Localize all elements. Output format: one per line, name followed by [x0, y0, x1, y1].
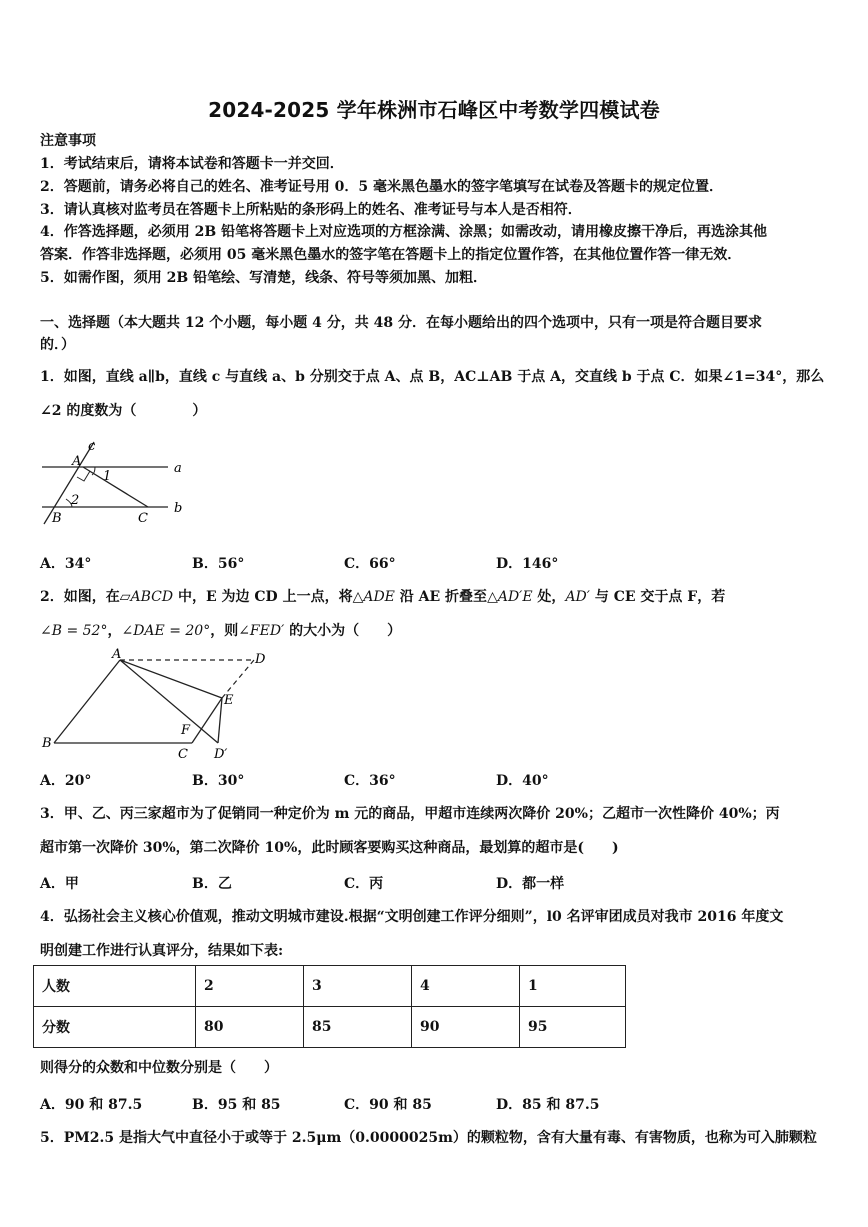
label-D: D: [255, 652, 266, 667]
option-d: D．146°: [496, 556, 559, 572]
label-B: B: [52, 511, 62, 526]
option-d: D．40°: [496, 773, 549, 789]
question-5-text: 5．PM2.5 是指大气中直径小于或等于 2.5μm（0.0000025m）的颗粒物，含有大量有毒、有害物质，也称为可入肺颗粒: [40, 1130, 817, 1146]
label-1: 1: [103, 469, 112, 484]
option-b: B．56°: [192, 556, 245, 572]
notice-item: 1．考试结束后，请将本试卷和答题卡一并交回．: [40, 156, 344, 172]
option-c: C．丙: [344, 876, 384, 892]
table-cell: 90: [412, 1007, 520, 1048]
table-cell: 95: [520, 1007, 626, 1048]
question-2-options: [40, 770, 549, 790]
notice-item: 答案．作答非选择题，必须用 05 毫米黑色墨水的签字笔在答题卡上的指定位置作答，在其他位置作答一律无效．: [40, 247, 742, 263]
question-4-text-cont: 明创建工作进行认真评分，结果如下表:: [40, 943, 284, 959]
segment-ec: [192, 698, 222, 743]
question-3-text-cont: 超市第一次降价 30%，第二次降价 10%，此时顾客要购买这种商品，最划算的超市是( ): [40, 840, 619, 856]
label-b: b: [174, 501, 183, 516]
question-4-text: 4．弘扬社会主义核心价值观，推动文明城市建设.根据“文明创建工作评分细则”，l0 名评审团成员对我市 2016 年度文: [40, 909, 784, 925]
question-4-prompt: 则得分的众数和中位数分别是（ ）: [40, 1060, 278, 1076]
option-b: B．95 和 85: [192, 1097, 281, 1113]
table-cell: 85: [304, 1007, 412, 1048]
section-heading: 一、选择题（本大题共 12 个小题，每小题 4 分，共 48 分．在每小题给出的四个选项中，只有一项是符合题目要求: [40, 315, 762, 331]
question-2-figure: [36, 646, 276, 764]
option-a: A．20°: [40, 773, 92, 789]
table-cell: 4: [412, 966, 520, 1007]
section-heading-cont: 的．）: [40, 337, 75, 353]
score-table: [33, 965, 626, 1048]
question-3-options: [40, 873, 564, 893]
label-a: a: [174, 461, 182, 476]
table-cell: 2: [196, 966, 304, 1007]
label-A: A: [72, 454, 82, 469]
table-cell: 1: [520, 966, 626, 1007]
question-4-options: [40, 1094, 599, 1114]
segment-ac: [83, 467, 148, 507]
notice-heading: 注意事项: [40, 133, 96, 149]
question-2-text-cont: ∠B = 52°，∠DAE = 20°，则∠FED′ 的大小为（ ）: [40, 623, 402, 639]
label-A: A: [112, 647, 122, 662]
label-F: F: [181, 723, 191, 738]
table-cell: 3: [304, 966, 412, 1007]
option-d: D．85 和 87.5: [496, 1097, 600, 1113]
option-b: B．乙: [192, 876, 232, 892]
label-C: C: [138, 511, 148, 526]
segment-ad-prime: [120, 660, 218, 743]
question-1-text: 1．如图，直线 a∥b，直线 c 与直线 a、b 分别交于点 A、点 B，AC⊥AB 于点 A，交直线 b 于点 C．如果∠1=34°，那么: [40, 369, 825, 385]
option-c: C．66°: [344, 556, 396, 572]
notice-item: 2．答题前，请务必将自己的姓名、准考证号用 0．5 毫米黑色墨水的签字笔填写在试卷及答题卡的规定位置．: [40, 179, 723, 195]
question-1-figure: [38, 432, 198, 532]
question-3-text: 3．甲、乙、丙三家超市为了促销同一种定价为 m 元的商品，甲超市连续两次降价 20%；乙超市一次性降价 40%；丙: [40, 806, 780, 822]
notice-item: 3．请认真核对监考员在答题卡上所粘贴的条形码上的姓名、准考证号与本人是否相符．: [40, 202, 582, 218]
label-D-prime: D′: [214, 747, 228, 762]
question-1-text-cont: ∠2 的度数为（ ）: [40, 403, 207, 419]
page-title: 2024-2025 学年株洲市石峰区中考数学四模试卷: [208, 98, 660, 122]
table-cell: 80: [196, 1007, 304, 1048]
table-row: [34, 966, 626, 1007]
segment-ae: [120, 660, 222, 698]
table-cell: 人数: [34, 966, 196, 1007]
option-a: A．34°: [40, 556, 92, 572]
side-ab: [54, 660, 120, 743]
notice-item: 4．作答选择题，必须用 2B 铅笔将答题卡上对应选项的方框涂满、涂黑；如需改动，请用橡皮擦干净后，再选涂其他: [40, 224, 768, 240]
label-E: E: [224, 693, 234, 708]
label-c: c: [88, 439, 96, 454]
option-a: A．甲: [40, 876, 79, 892]
option-c: C．90 和 85: [344, 1097, 432, 1113]
label-2: 2: [71, 493, 80, 508]
segment-ed-prime: [218, 698, 222, 743]
table-row: [34, 1007, 626, 1048]
question-1-options: [40, 553, 558, 573]
option-b: B．30°: [192, 773, 245, 789]
table-cell: 分数: [34, 1007, 196, 1048]
question-2-text: 2．如图，在▱ABCD 中，E 为边 CD 上一点，将△ADE 沿 AE 折叠至△AD′E 处，AD′ 与 CE 交于点 F，若: [40, 589, 726, 605]
option-c: C．36°: [344, 773, 396, 789]
label-B: B: [42, 736, 52, 751]
right-angle-mark: [77, 471, 90, 481]
notice-item: 5．如需作图，须用 2B 铅笔绘、写清楚，线条、符号等须加黑、加粗．: [40, 270, 488, 286]
option-d: D．都一样: [496, 876, 565, 892]
option-a: A．90 和 87.5: [40, 1097, 143, 1113]
label-C: C: [178, 747, 188, 762]
